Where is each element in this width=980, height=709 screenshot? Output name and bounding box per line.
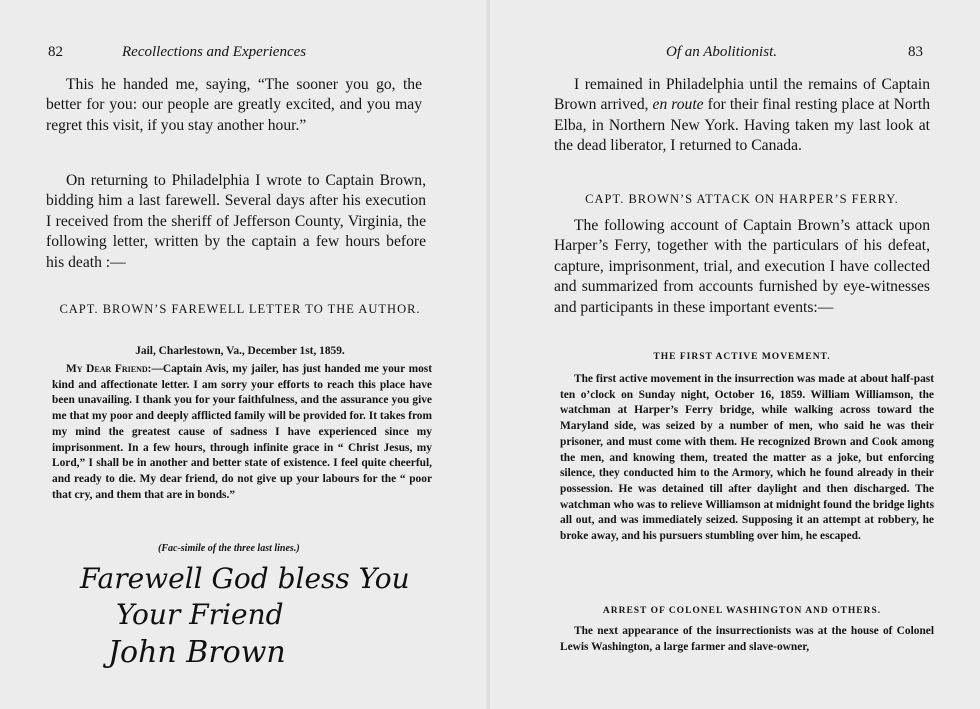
signature-line-2: Your Friend (116, 598, 284, 631)
right-paragraph-2: The following account of Captain Brown’s attack upon Harper’s Ferry, together with the particulars of his defeat, capture, imprisonment, trial, and execution I have collected and summarized from accounts furnished by eye-witnesses and participants in these important events:— (554, 217, 930, 316)
left-page-number: 82 (48, 44, 63, 60)
right-paragraph-3: The first active movement in the insurrection was made at about half-past ten o’clock on Sunday night, October 16, 1859. William Williamson, the watchman at Harper’s Ferry bridge, while walking across toward the Maryland side, was seized by a number of men, who said he was their prisoner, and must come with them. He recognized Brown and Cook among the men, and knowing them, treated the matter as a joke, but enforcing silence, they conducted him to the Armory, which he found already in their possession. He was detained till after daylight and then discharged. The watchman who was to relieve Williamson at midnight found the bridge lights all out, and was immediately seized. Supposing it an attempt at robbery, he broke away, and his pursuers stumbling over him, he escaped. (560, 373, 934, 543)
sub-heading-arrest: ARREST OF COLONEL WASHINGTON AND OTHERS. (602, 606, 882, 616)
left-paragraph-1: This he handed me, saying, “The sooner you go, the better for you: our people are greatly excited, and you may regret this visit, if you stay another hour.” (46, 76, 422, 134)
right-running-head: Of an Abolitionist. (666, 44, 777, 60)
signature-line-3: John Brown (108, 635, 286, 670)
letter-dateline: Jail, Charlestown, Va., December 1st, 1859. (135, 345, 345, 357)
signature-facsimile (70, 552, 430, 682)
right-paragraph-4: The next appearance of the insurrectionists was at the house of Colonel Lewis Washington, a large farmer and slave-owner, (560, 625, 934, 653)
section-heading: CAPT. BROWN’S ATTACK ON HARPER’S FERRY. (585, 192, 899, 206)
letter-heading: CAPT. BROWN’S FAREWELL LETTER TO THE AUTHOR. (59, 302, 421, 316)
right-page-number: 83 (908, 44, 923, 60)
signature-line-1: Farewell God bless You (80, 562, 410, 595)
left-paragraph-2: On returning to Philadelphia I wrote to Captain Brown, bidding him a last farewell. Several days after his execution I received from the sheriff of Jefferson County, Virginia, the following letter, written by the captain a few hours before his death :— (46, 172, 426, 271)
letter-body: My Dear Friend:—Captain Avis, my jailer, has just handed me your most kind and affectionate letter. I am sorry your efforts to reach this place have been unavailing. I thank you for your faithfulness, and the assurance you give me that my poor and deeply afflicted family will be provided for. It takes from my mind the greatest cause of sadness I have experienced since my imprisonment. In a few hours, through infinite grace in “ Christ Jesus, my Lord,” I shall be in another and better state of existence. I feel quite cheerful, and ready to die. My dear friend, do not give up your labours for the “ poor that cry, and them that are in bonds.” (52, 363, 432, 501)
left-running-head: Recollections and Experiences (122, 44, 307, 60)
letter-salutation: My Dear Friend (66, 363, 148, 375)
sub-heading-first-movement: THE FIRST ACTIVE MOVEMENT. (653, 352, 831, 362)
right-paragraph-1: I remained in Philadelphia until the remains of Captain Brown arrived, en route for their final resting place at North Elba, in Northern New York. Having taken my last look at the dead liberator, I returned to Canada. (554, 76, 930, 155)
right-page (490, 0, 980, 709)
facsimile-note: (Fac-simile of the three last lines.) (158, 543, 300, 554)
